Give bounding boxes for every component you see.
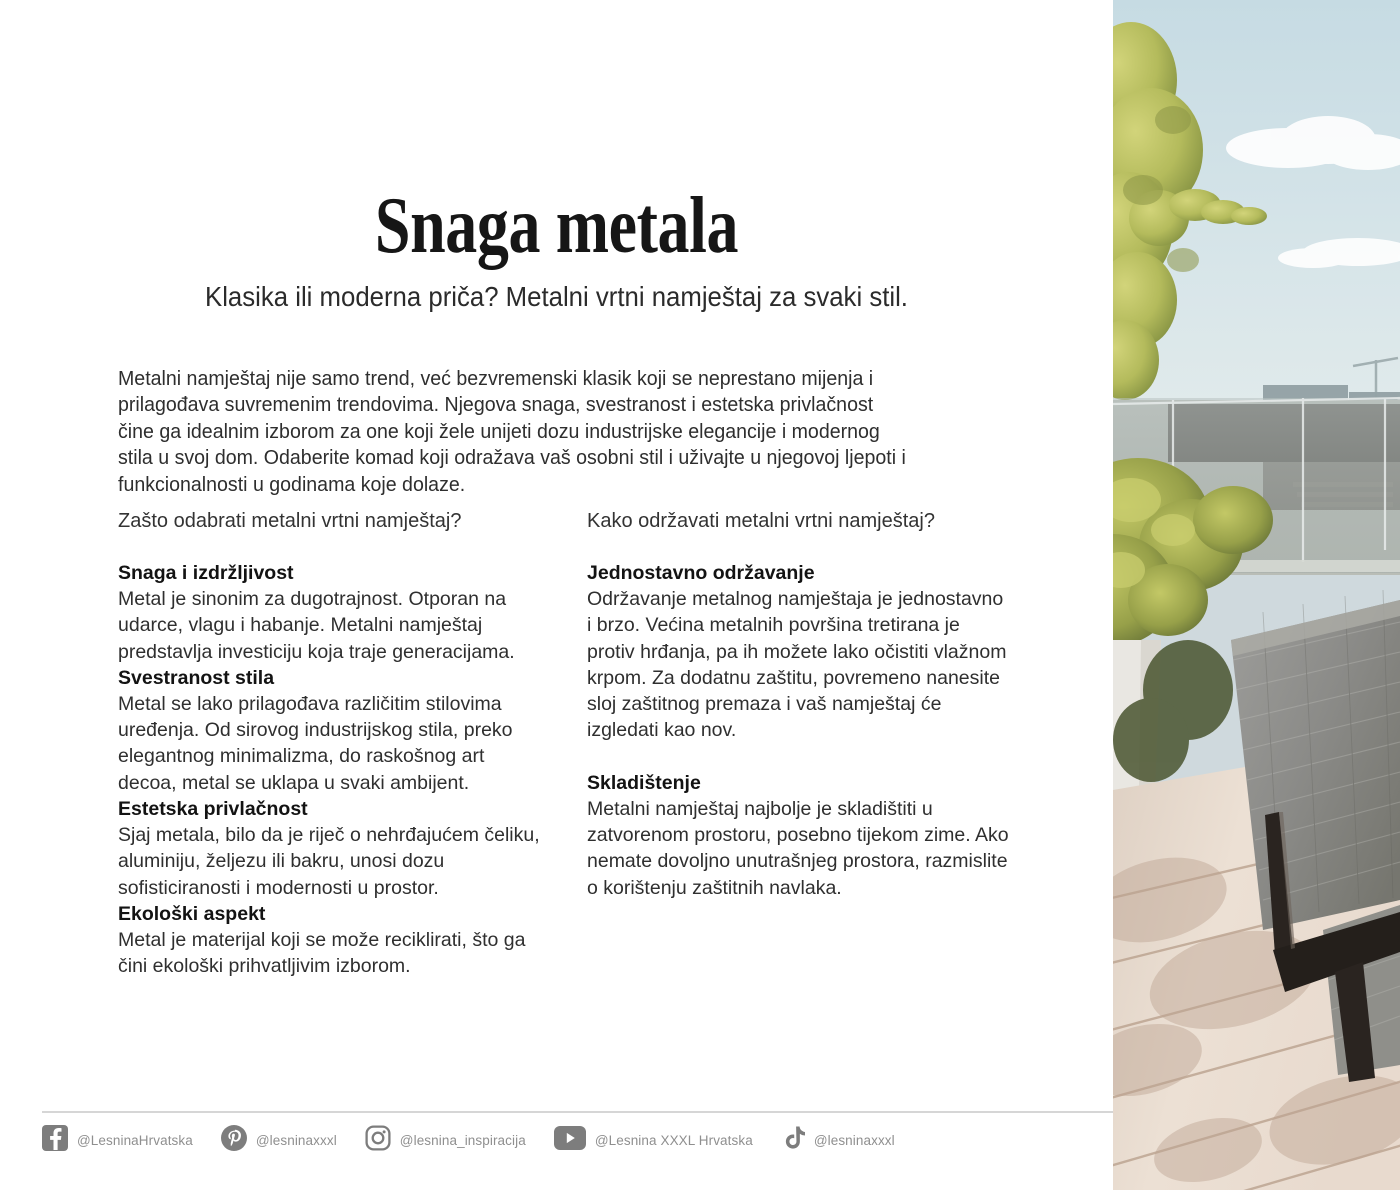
- block-body: Sjaj metala, bilo da je riječ o nehrđajućem čeliku, aluminiju, željezu ili bakru, unosi dozu sofisticiranosti i modernosti u prostor.: [118, 824, 540, 899]
- left-column: [118, 508, 548, 980]
- spacer: [587, 744, 1012, 770]
- block-heading: Snaga i izdržljivost: [118, 562, 294, 584]
- social-link-tiktok[interactable]: [781, 1125, 895, 1156]
- social-handle: @lesninaxxxl: [813, 1132, 895, 1148]
- block-body: Metal se lako prilagođava različitim stilovima uređenja. Od sirovog industrijskog stila, preko elegantnog minimalizma, do raskošnog art decoa, metal se uklapa u svaki ambijent.: [118, 692, 513, 794]
- footer-divider: [42, 1111, 1113, 1113]
- left-block-1: [118, 560, 548, 665]
- block-body: Metalni namještaj najbolje je skladištiti u zatvorenom prostoru, posebno tijekom zime. Ako nemate dovoljno unutrašnjeg prostora, razmislite o korištenju zaštitnih navlaka.: [587, 797, 1009, 899]
- pinterest-icon: [221, 1125, 247, 1156]
- social-bar: [42, 1126, 895, 1154]
- block-body: Metal je materijal koji se može reciklirati, što ga čini ekološki prihvatljivim izborom.: [118, 928, 526, 978]
- block-heading: Jednostavno održavanje: [587, 562, 815, 584]
- terrace-photo: [1113, 0, 1400, 1190]
- left-block-3: [118, 796, 548, 901]
- block-body: Održavanje metalnog namještaja je jednostavno i brzo. Većina metalnih površina tretirana je protiv hrđanja, pa ih možete lako očistiti vlažnom krpom. Za dodatnu zaštitu, povremeno nanesite sloj zaštitnog premaza i vaš namještaj će izgledati kao nov.: [587, 588, 1007, 742]
- left-block-4: [118, 901, 548, 980]
- social-link-pinterest[interactable]: [221, 1125, 337, 1156]
- left-block-2: [118, 665, 548, 796]
- page-subtitle: Klasika ili moderna priča? Metalni vrtni namještaj za svaki stil.: [205, 281, 908, 312]
- right-block-2: [587, 770, 1012, 901]
- right-column-question: Kako održavati metalni vrtni namještaj?: [587, 510, 935, 532]
- facebook-icon: [42, 1125, 68, 1156]
- social-link-youtube[interactable]: [554, 1126, 753, 1155]
- social-link-instagram[interactable]: [365, 1125, 526, 1156]
- social-link-facebook[interactable]: [42, 1125, 193, 1156]
- social-handle: @lesnina_inspiracija: [399, 1132, 526, 1148]
- social-handle: @Lesnina XXXL Hrvatska: [594, 1132, 753, 1148]
- social-handle: @lesninaxxxl: [255, 1132, 337, 1148]
- social-handle: @LesninaHrvatska: [77, 1132, 193, 1148]
- instagram-icon: [365, 1125, 391, 1156]
- photo-artwork: [1113, 0, 1400, 1190]
- tiktok-icon: [781, 1125, 805, 1156]
- youtube-icon: [554, 1126, 586, 1155]
- left-column-question: Zašto odabrati metalni vrtni namještaj?: [118, 510, 462, 532]
- intro-paragraph: Metalni namještaj nije samo trend, već bezvremenski klasik koji se neprestano mijenja i prilagođava suvremenim trendovima. Njegova snaga, svestranost i estetska privlačnost čine ga idealnim izborom za one koji žele unijeti dozu industrijske elegancije i modernog stila u svoj dom. Odaberite komad koji odražava vaš osobni stil i uživajte u njegovoj ljepoti i funkcionalnosti u godinama koje dolaze.: [118, 367, 906, 496]
- block-heading: Ekološki aspekt: [118, 902, 266, 925]
- right-column: [587, 508, 1012, 901]
- block-heading: Svestranost stila: [118, 666, 275, 689]
- right-block-1: [587, 560, 1012, 744]
- page-title: Snaga metala: [374, 182, 739, 270]
- block-heading: Estetska privlačnost: [118, 798, 308, 821]
- block-heading: Skladištenje: [587, 771, 701, 794]
- block-body: Metal je sinonim za dugotrajnost. Otporan na udarce, vlagu i habanje. Metalni namještaj predstavlja investiciju koja traje generacijama.: [118, 588, 515, 663]
